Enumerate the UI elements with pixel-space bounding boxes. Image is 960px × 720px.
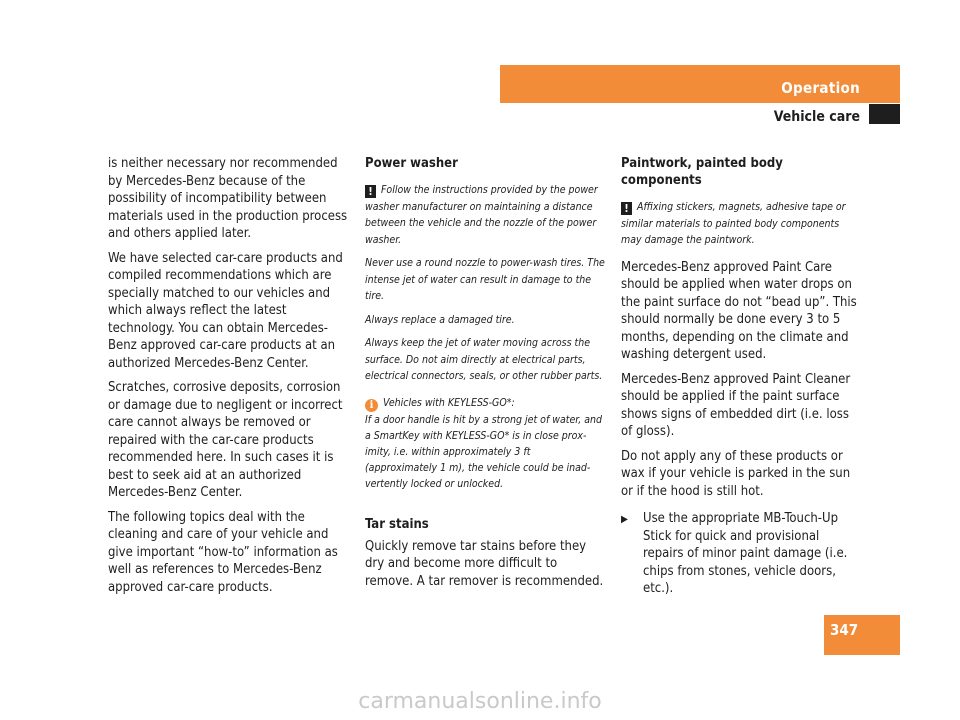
bullet-item [621,510,861,598]
tar-stains-heading: Tar stains [365,516,429,532]
info-icon: i [365,399,378,412]
warning-note: Always replace a damaged tire. [365,313,515,326]
info-note [365,395,605,492]
page-subtitle: Vehicle care [773,109,860,125]
column-3 [621,155,861,598]
warning-text: Affixing stickers, magnets, adhesive tape or similar materials to painted body components may damage the paintwork. [621,201,846,246]
info-text: If a door handle is hit by a strong jet of water, and a SmartKey with KEYLESS-GO* is in close prox-imity, i.e. within approximately 3 ft (approximately 1 m), the vehicle could be inad-vertently locked or unlocked. [365,413,602,490]
paragraph: Scratches, corrosive deposits, corrosion or damage due to negligent or incorrect care cannot always be removed or repaired with the car-care products recommended here. In such cases it is best to seek aid at an authorized Mercedes-Benz Center. [108,380,343,500]
watermark: carmanualsonline.info [358,689,602,714]
page-number: 347 [830,621,859,639]
paragraph: Mercedes-Benz approved Paint Cleaner should be applied if the paint surface shows signs of embedded dirt (i.e. loss of gloss). [621,371,851,439]
paragraph: is neither necessary nor recommended by Mercedes-Benz because of the possibility of incompatibility between materials used in the production process and others applied later. [108,156,348,241]
warning-icon: ! [365,185,376,198]
bullet-text: Use the appropriate MB-Touch-Up Stick for quick and provisional repairs of minor paint damage (i.e. chips from stones, vehicle doors, etc.). [643,511,848,596]
power-washer-heading: Power washer [365,156,458,171]
paragraph: Mercedes-Benz approved Paint Care should be applied when water drops on the paint surface do not “bead up”. This should normally be done every 3 to 5 months, depending on the climate and washing detergent used. [621,259,857,362]
warning-note: Always keep the jet of water moving across the surface. Do not aim directly at electrical parts, electrical connectors, seals, or other rubber parts. [365,337,603,382]
warning-note: Never use a round nozzle to power-wash tires. The intense jet of water can result in damage to the tire. [365,257,605,302]
info-title: Vehicles with KEYLESS-GO*: [383,396,515,409]
chapter-marker [869,104,900,124]
warning-text: Follow the instructions provided by the power washer manufacturer on maintaining a distance between the vehicle and the nozzle of the power washer. [365,184,598,246]
page-number-box [824,615,900,655]
warning-note [365,182,605,248]
paintwork-heading: Paintwork, painted body components [621,156,783,188]
paragraph: We have selected car-care products and compiled recommendations which are specially matched to our vehicles and which always reflect the latest technology. You can obtain Mercedes-Benz approved car-care products at an authorized Mercedes-Benz Center. [108,250,343,371]
section-header-bar [500,65,900,103]
bullet-arrow-icon: ▶ [621,514,628,525]
column-2 [365,155,605,597]
warning-note [621,199,861,249]
section-title: Operation [781,79,860,97]
warning-icon: ! [621,202,632,215]
paragraph: The following topics deal with the cleaning and care of your vehicle and give important “how-to” information as well as references to Mercedes-Benz approved car-care products. [108,509,338,595]
paragraph: Do not apply any of these products or wax if your vehicle is parked in the sun or if the hood is still hot. [621,448,851,499]
column-1 [108,155,348,603]
tar-stains-text: Quickly remove tar stains before they dry and become more difficult to remove. A tar remover is recommended. [365,538,604,589]
